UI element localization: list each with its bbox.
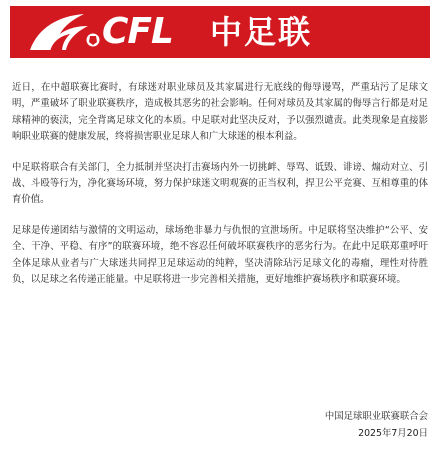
logo-cfl-text: CFL — [102, 11, 173, 52]
signature-organization: 中国足球职业联赛联合会 — [324, 411, 428, 422]
signature-block — [325, 408, 428, 442]
header-banner — [10, 6, 430, 58]
paragraph-3: 足球是传递团结与激情的文明运动，球场绝非暴力与仇恨的宣泄场所。中足联将坚决维护“公平、安全、干净、平稳、有序”的联赛环境，绝不容忍任何破坏联赛秩序的恶劣行为。在此中足联郑重呼吁全体足球从业者与广大球迷共同捍卫足球运动的纯粹，坚决清除玷污足球文化的毒瘤，理性对待胜负，以足球之名传递正能量。中足联将进一步完善相关措施，更好地维护赛场秩序和联赛环境。 — [12, 224, 428, 286]
signature-date: 2025年7月20日 — [358, 428, 428, 439]
statement-body — [12, 80, 428, 302]
paragraph-1: 近日，在中超联赛比赛时，有球迷对职业球员及其家属进行无底线的侮辱谩骂，严重玷污了足球文明，严重破坏了职业联赛秩序，造成极其恶劣的社会影响。任何对球员及其家属的侮辱言行都是对足球精神的亵渎，完全背离足球文化的本质。中足联对此坚决反对，予以强烈谴责。此类现象是直接影响职业联赛的健康发展，终将损害职业足球人和广大球迷的根本利益。 — [12, 82, 428, 143]
logo-chinese-text: 中足联 — [210, 13, 313, 51]
paragraph-2: 中足联将联合有关部门，全力抵制并坚决打击赛场内外一切挑衅、辱骂、诋毁、诽谤、煽动对立、引战、斗殴等行为，净化赛场环境，努力保护球迷文明观赛的正当权利，捍卫公平竞赛、互相尊重的体育价值。 — [12, 161, 428, 206]
